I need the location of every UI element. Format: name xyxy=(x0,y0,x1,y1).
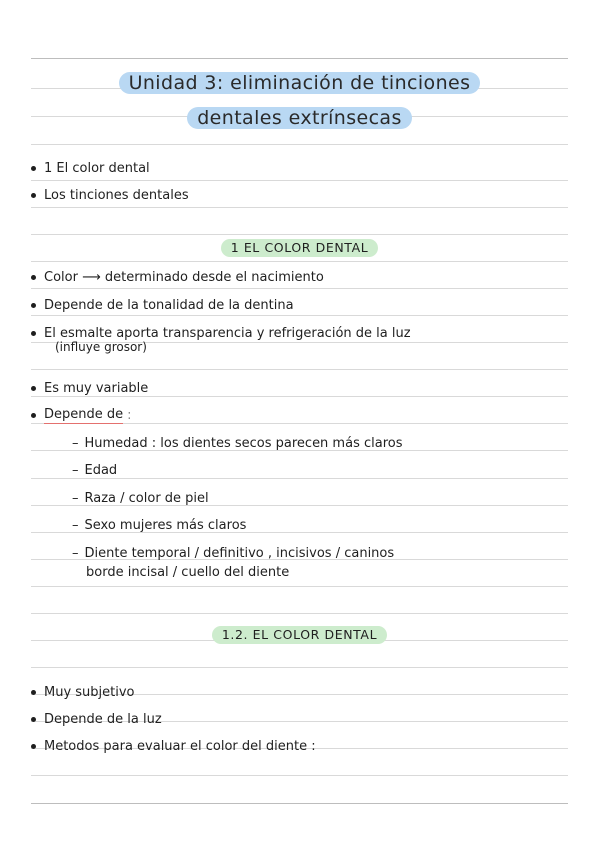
section-heading: 1.2. EL COLOR DENTAL xyxy=(212,626,387,644)
list-item: Color ⟶ determinado desde el nacimiento xyxy=(31,264,561,290)
page-subtitle: dentales extrínsecas xyxy=(187,107,412,129)
bullet-dot-icon xyxy=(31,413,36,418)
sub-list-item: – Diente temporal / definitivo , incisivos / caninos xyxy=(72,545,395,561)
sub-list-item: – Edad xyxy=(72,462,118,478)
bullet-dot-icon xyxy=(31,717,36,722)
dash-icon: – xyxy=(72,435,79,451)
list-item: Depende de la tonalidad de la dentina xyxy=(31,292,561,318)
page-title-line-2 xyxy=(0,105,599,131)
list-item: Muy subjetivo xyxy=(31,679,551,705)
bullet-dot-icon xyxy=(31,331,36,336)
page-title: Unidad 3: eliminación de tinciones xyxy=(119,72,481,94)
ruled-line xyxy=(31,261,568,262)
bullet-dot-icon xyxy=(31,386,36,391)
bullet-dot-icon xyxy=(31,193,36,198)
sub-list-item-continuation: borde incisal / cuello del diente xyxy=(86,564,290,580)
section-heading-line xyxy=(0,235,599,261)
section-heading: 1 EL COLOR DENTAL xyxy=(221,239,379,257)
ruled-line xyxy=(31,803,568,804)
list-item: Metodos para evaluar el color del diente : xyxy=(31,733,561,759)
sub-list-item: – Raza / color de piel xyxy=(72,490,209,506)
ruled-line xyxy=(31,144,568,145)
list-item: 1 El color dental xyxy=(31,155,551,181)
list-item-continuation: (influye grosor) xyxy=(55,340,147,354)
ruled-line xyxy=(31,775,568,776)
bullet-dot-icon xyxy=(31,303,36,308)
bullet-dot-icon xyxy=(31,690,36,695)
bullet-dot-icon xyxy=(31,275,36,280)
list-item: Depende de : xyxy=(31,402,551,428)
ruled-line xyxy=(31,667,568,668)
dash-icon: – xyxy=(72,545,79,561)
list-item: Depende de la luz xyxy=(31,706,551,732)
dash-icon: – xyxy=(72,462,79,478)
section-heading-line xyxy=(0,622,599,648)
page-title-line-1 xyxy=(0,70,599,96)
ruled-line xyxy=(31,369,568,370)
dash-icon: – xyxy=(72,517,79,533)
ruled-line xyxy=(31,613,568,614)
list-item: El esmalte aporta transparencia y refrigeración de la luz xyxy=(31,320,566,346)
list-item: Es muy variable xyxy=(31,375,551,401)
sub-list-item: – Humedad : los dientes secos parecen más claros xyxy=(72,435,403,451)
dash-icon: – xyxy=(72,490,79,506)
ruled-line xyxy=(31,586,568,587)
bullet-dot-icon xyxy=(31,744,36,749)
list-item: Los tinciones dentales xyxy=(31,182,551,208)
bullet-dot-icon xyxy=(31,166,36,171)
ruled-line xyxy=(31,58,568,59)
underlined-text: Depende de xyxy=(44,406,124,422)
sub-list-item: – Sexo mujeres más claros xyxy=(72,517,247,533)
